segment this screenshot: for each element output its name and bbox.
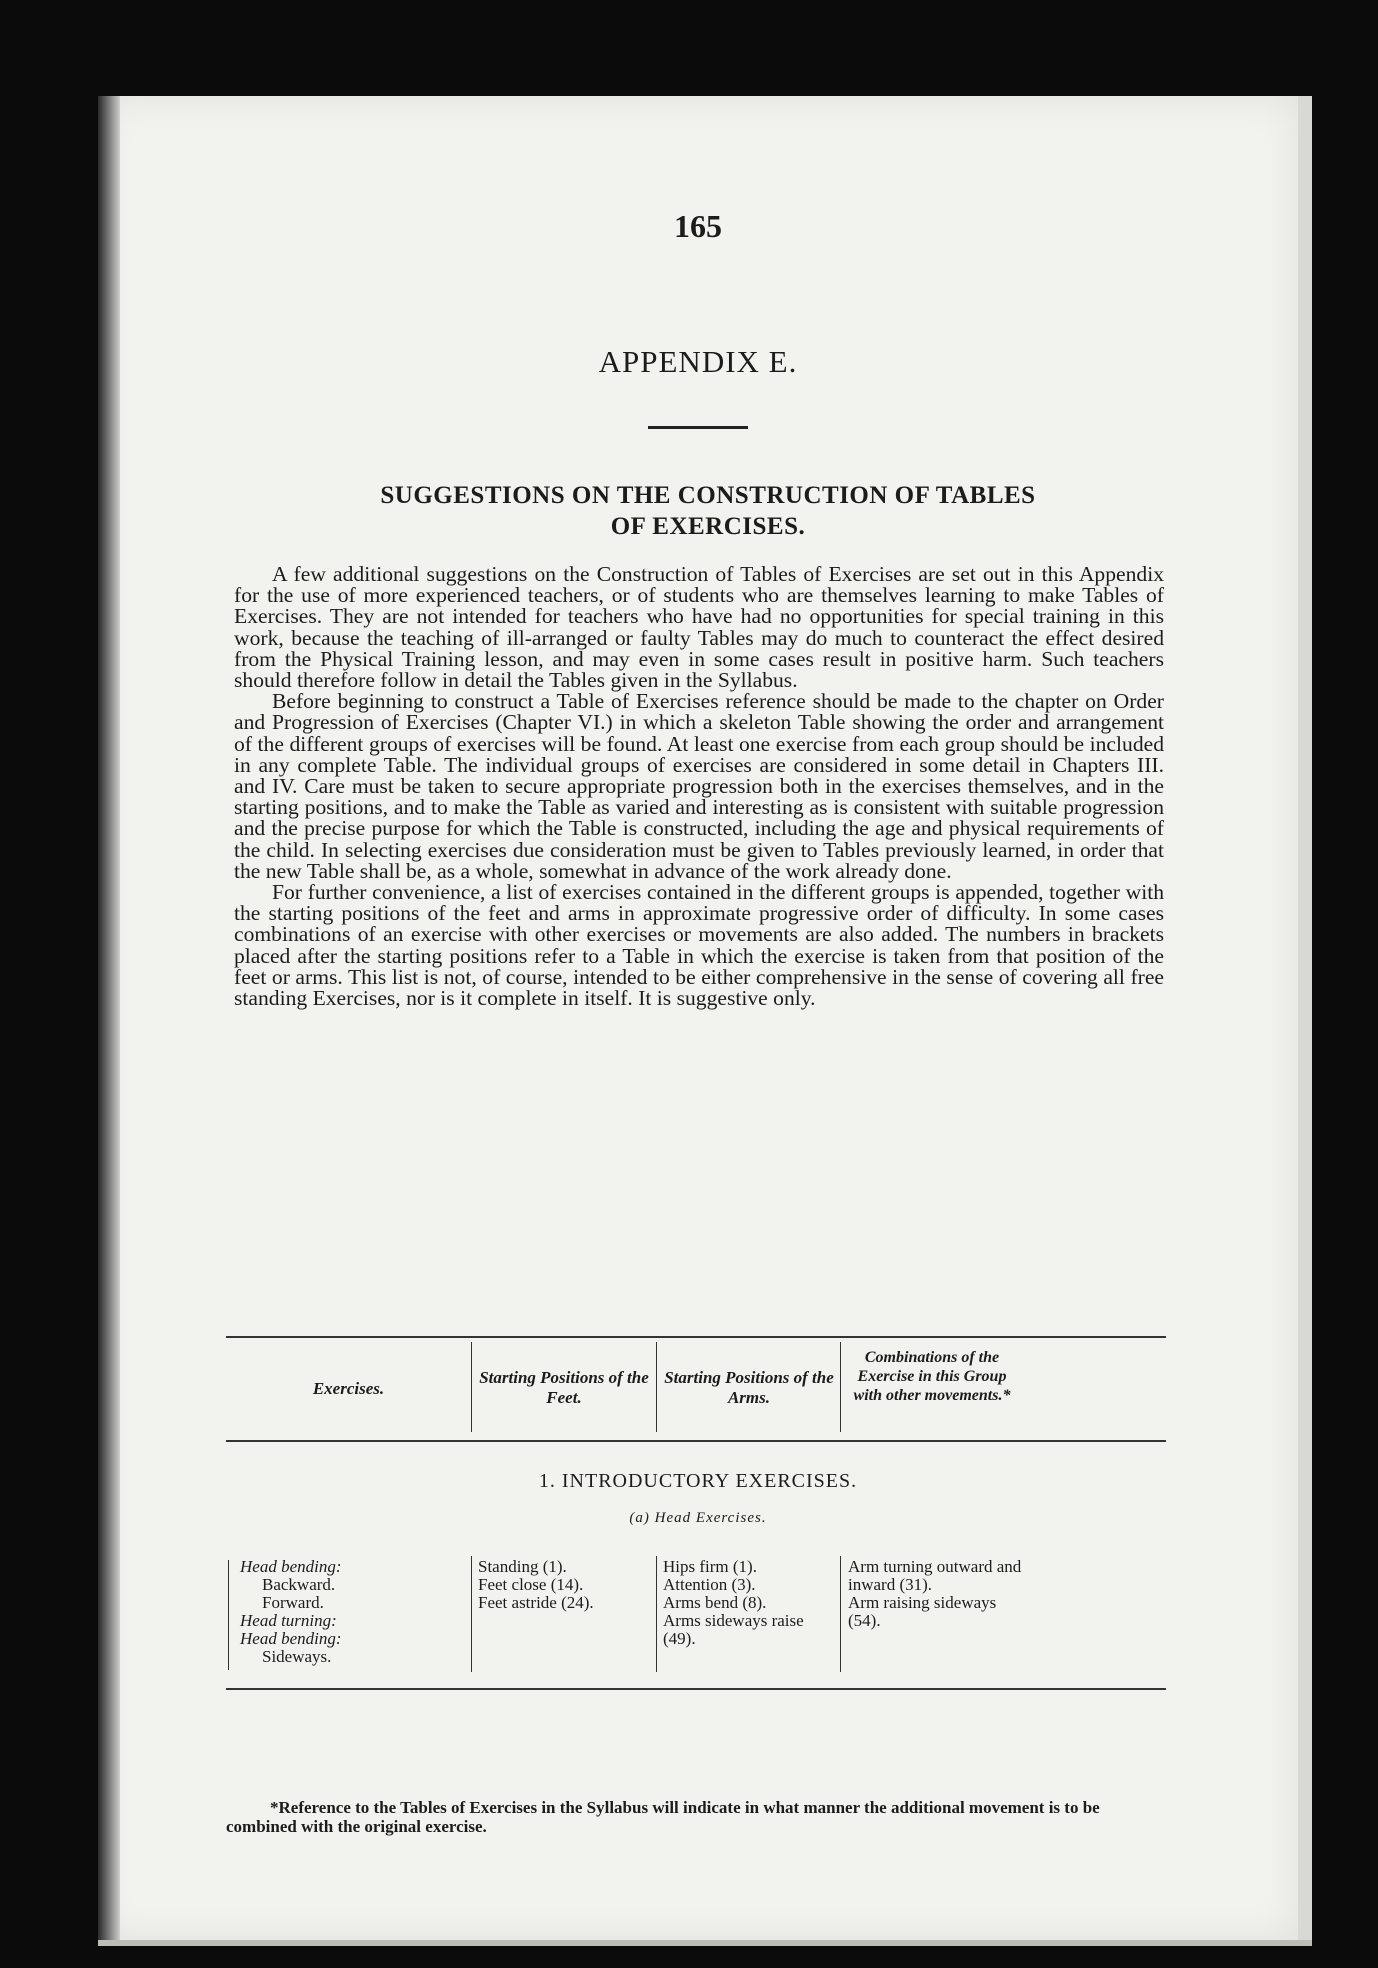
section-heading-line-2: OF EXERCISES. — [610, 513, 806, 540]
body-divider-2 — [656, 1556, 657, 1672]
paragraph-1: A few additional suggestions on the Construction of Tables of Exercises are set out in this Appendix for the use of more experienced teachers, or of students who are themselves learning to make Tables of Exercises. They are not intended for teachers who have had no opportunities for special training in this work, because the teaching of ill-arranged or faulty Tables may do much to counteract the effect desired from the Physical Training lesson, and may even in some cases result in positive harm. Such teachers should therefore follow in detail the Tables given in the Syllabus. — [234, 562, 1164, 693]
appendix-title: APPENDIX E. — [598, 344, 798, 379]
arms-bend: Arms bend (8). — [663, 1593, 767, 1612]
section-heading-line-1: SUGGESTIONS ON THE CONSTRUCTION OF TABLES — [380, 482, 1036, 509]
section-heading — [288, 480, 1128, 542]
header-divider-2 — [656, 1342, 657, 1432]
feet-positions — [478, 1558, 650, 1612]
section-introductory-exercises: 1. INTRODUCTORY EXERCISES. — [538, 1470, 858, 1492]
page-number: 165 — [674, 208, 722, 244]
combination-arm-raising: Arm raising sideways (54). — [848, 1593, 997, 1630]
page-bottom-edge — [98, 1940, 1312, 1946]
arms-hips-firm: Hips firm (1). — [663, 1557, 757, 1576]
header-combinations: Combinations of the Exercise in this Group with other movements.* — [853, 1349, 1011, 1404]
body-divider-3 — [840, 1556, 841, 1672]
body-text — [234, 564, 1164, 1009]
arms-attention: Attention (3). — [663, 1575, 756, 1594]
exercise-list — [240, 1558, 470, 1666]
exercise-head-bending-sideways: Head bending: — [240, 1629, 342, 1648]
feet-astride: Feet astride (24). — [478, 1593, 594, 1612]
header-divider-3 — [840, 1342, 841, 1432]
paragraph-2: Before beginning to construct a Table of Exercises reference should be made to the chapter on Order and Progression of Exercises (Chapter VI.) in which a skeleton Table showing the order and arrangement of the different groups of exercises will be found. At least one exercise from each group should be included in any complete Table. The individual groups of exercises are considered in some detail in Chapters III. and IV. Care must be taken to secure appropriate progression both in the exercises themselves, and in the starting positions, and to make the Table as varied and interesting as is consistent with suitable progression and the precise purpose for which the Table is constructed, including the age and physical requirements of the child. In selecting exercises due consideration must be given to Tables previously learned, in order that the new Table shall be, as a whole, somewhat in advance of the work already done. — [234, 689, 1164, 883]
header-exercises: Exercises. — [312, 1379, 385, 1398]
exercise-backward: Backward. — [262, 1575, 336, 1594]
combination-arm-turning: Arm turning outward and inward (31). — [848, 1557, 1022, 1594]
exercise-brace — [228, 1560, 235, 1670]
feet-close: Feet close (14). — [478, 1575, 584, 1594]
table-bottom-rule — [226, 1688, 1166, 1690]
arm-positions — [663, 1558, 835, 1648]
table-top-rule — [226, 1336, 1166, 1338]
header-feet: Starting Positions of the Feet. — [479, 1368, 649, 1407]
table-header-rule — [226, 1440, 1166, 1442]
feet-standing: Standing (1). — [478, 1557, 567, 1576]
exercise-head-turning: Head turning: — [240, 1611, 337, 1630]
exercise-sideways: Sideways. — [262, 1647, 332, 1666]
arms-sideways-raise: Arms sideways raise (49). — [663, 1611, 804, 1648]
subsection-head-exercises: (a) Head Exercises. — [629, 1510, 767, 1526]
title-divider — [648, 426, 748, 429]
body-divider-1 — [471, 1556, 472, 1672]
paragraph-3: For further convenience, a list of exercises contained in the different groups is appended, together with the starting positions of the feet and arms in approximate progressive order of difficulty. In some cases combinations of an exercise with other exercises or movements are also added. The numbers in brackets placed after the starting positions refer to a Table in which the exercise is taken from that position of the feet or arms. This list is not, of course, intended to be either comprehensive in the sense of covering all free standing Exercises, nor is it complete in itself. It is suggestive only. — [234, 880, 1164, 1011]
footnote: *Reference to the Tables of Exercises in the Syllabus will indicate in what manner the additional movement is to be combined with the original exercise. — [226, 1798, 1100, 1836]
exercise-forward: Forward. — [262, 1593, 324, 1612]
scanned-page — [98, 96, 1298, 1940]
header-divider-1 — [471, 1342, 472, 1432]
header-arms: Starting Positions of the Arms. — [664, 1368, 834, 1407]
combinations — [848, 1558, 1028, 1630]
exercise-head-bending: Head bending: — [240, 1557, 342, 1576]
page-right-edge — [1298, 96, 1312, 1940]
